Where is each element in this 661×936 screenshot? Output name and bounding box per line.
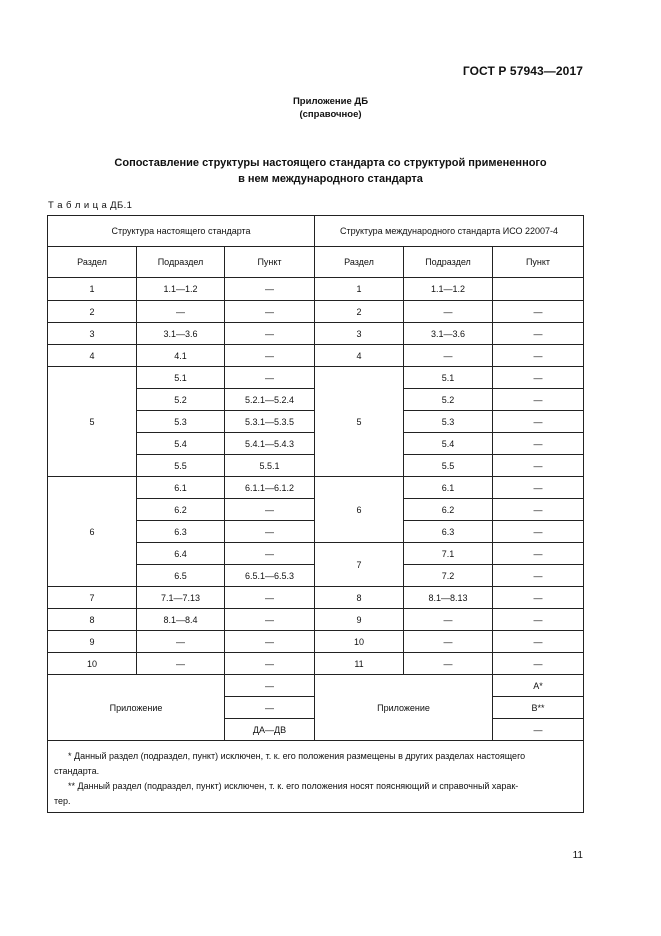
- cell: —: [404, 301, 493, 323]
- cell: —: [493, 389, 584, 411]
- cell: 8.1—8.4: [137, 609, 225, 631]
- cell: —: [225, 587, 315, 609]
- column-header: Раздел: [315, 247, 404, 278]
- cell: В**: [493, 697, 584, 719]
- cell: —: [493, 345, 584, 367]
- cell: А*: [493, 675, 584, 697]
- cell: —: [137, 301, 225, 323]
- cell: —: [493, 499, 584, 521]
- cell: 4: [315, 345, 404, 367]
- cell-section-merged: 6: [48, 477, 137, 587]
- cell: 6.3: [137, 521, 225, 543]
- table-row: [48, 367, 584, 389]
- table-row: [48, 653, 584, 675]
- cell: 7.1—7.13: [137, 587, 225, 609]
- cell: 6.1: [404, 477, 493, 499]
- cell: 1.1—1.2: [137, 278, 225, 301]
- cell: —: [137, 631, 225, 653]
- table-row: [48, 345, 584, 367]
- cell-section-merged: 5: [48, 367, 137, 477]
- cell: 5.3: [137, 411, 225, 433]
- annex-title: Приложение ДБ: [292, 96, 369, 107]
- cell: 6.2: [404, 499, 493, 521]
- cell: —: [225, 323, 315, 345]
- column-header: Подраздел: [137, 247, 225, 278]
- cell: 3: [48, 323, 137, 345]
- cell: 1: [48, 278, 137, 301]
- cell-appendix-label: Приложение: [48, 675, 225, 741]
- cell: 4: [48, 345, 137, 367]
- cell: —: [493, 367, 584, 389]
- cell: 5.5: [137, 455, 225, 477]
- cell: 6.5.1—6.5.3: [225, 565, 315, 587]
- cell: 7.1: [404, 543, 493, 565]
- table-footnotes: [48, 741, 584, 813]
- cell: —: [225, 301, 315, 323]
- cell: 7.2: [404, 565, 493, 587]
- cell: —: [137, 653, 225, 675]
- cell: 5.2: [137, 389, 225, 411]
- footnote-2: ** Данный раздел (подраздел, пункт) исключен, т. к. его положения носят поясняющий и справочный харак-: [68, 781, 519, 791]
- annex-heading: [0, 95, 661, 121]
- cell: —: [493, 565, 584, 587]
- cell: 3.1—3.6: [137, 323, 225, 345]
- cell: 1.1—1.2: [404, 278, 493, 301]
- table-row: [48, 609, 584, 631]
- column-header: Подраздел: [404, 247, 493, 278]
- cell: —: [493, 719, 584, 741]
- table-row: [48, 631, 584, 653]
- document-code: ГОСТ Р 57943—2017: [462, 64, 583, 78]
- table-column-header-row: [48, 247, 584, 278]
- cell: —: [493, 477, 584, 499]
- cell: 5.2.1—5.2.4: [225, 389, 315, 411]
- cell: 7: [48, 587, 137, 609]
- cell: 3: [315, 323, 404, 345]
- cell: —: [225, 543, 315, 565]
- cell: —: [493, 301, 584, 323]
- cell: 6.1.1—6.1.2: [225, 477, 315, 499]
- group-header-international: Структура международного стандарта ИСО 22007-4: [315, 216, 584, 247]
- cell: —: [225, 631, 315, 653]
- column-header: Пункт: [493, 247, 584, 278]
- cell: —: [493, 609, 584, 631]
- section-title: [0, 155, 661, 187]
- cell: —: [225, 345, 315, 367]
- cell: 6.4: [137, 543, 225, 565]
- cell: 8: [315, 587, 404, 609]
- cell: —: [404, 631, 493, 653]
- cell: 5.5: [404, 455, 493, 477]
- table-row: [48, 323, 584, 345]
- cell: 10: [315, 631, 404, 653]
- cell: —: [225, 367, 315, 389]
- cell: 5.5.1: [225, 455, 315, 477]
- table-group-header-row: [48, 216, 584, 247]
- cell: 9: [48, 631, 137, 653]
- column-header: Раздел: [48, 247, 137, 278]
- cell: —: [225, 521, 315, 543]
- structure-comparison-table: [47, 215, 584, 813]
- cell: 8.1—8.13: [404, 587, 493, 609]
- cell: —: [404, 653, 493, 675]
- cell: —: [225, 499, 315, 521]
- cell: —: [225, 278, 315, 301]
- cell: 4.1: [137, 345, 225, 367]
- section-title-line-2: в нем международного стандарта: [238, 173, 423, 185]
- cell: 6.5: [137, 565, 225, 587]
- cell: —: [493, 433, 584, 455]
- cell: 10: [48, 653, 137, 675]
- cell: —: [493, 411, 584, 433]
- cell: 11: [315, 653, 404, 675]
- cell: —: [493, 543, 584, 565]
- cell: 2: [48, 301, 137, 323]
- cell: —: [404, 345, 493, 367]
- table-row: [48, 587, 584, 609]
- cell-section-merged: 6: [315, 477, 404, 543]
- cell: —: [493, 521, 584, 543]
- cell: ДА—ДВ: [225, 719, 315, 741]
- table-row: [48, 477, 584, 499]
- cell: 5.4: [137, 433, 225, 455]
- cell-section-merged: 7: [315, 543, 404, 587]
- cell: 2: [315, 301, 404, 323]
- cell: 6.3: [404, 521, 493, 543]
- cell: —: [493, 455, 584, 477]
- cell: [493, 278, 584, 301]
- cell: 5.1: [404, 367, 493, 389]
- page-number: 11: [572, 850, 583, 861]
- cell: 6.1: [137, 477, 225, 499]
- section-title-line-1: Сопоставление структуры настоящего стандарта со структурой примененного: [114, 157, 547, 169]
- table-row-appendix: [48, 675, 584, 697]
- table-caption: Т а б л и ц а ДБ.1: [48, 200, 133, 211]
- cell: 3.1—3.6: [404, 323, 493, 345]
- cell: —: [493, 631, 584, 653]
- cell: —: [493, 587, 584, 609]
- group-header-national: Структура настоящего стандарта: [48, 216, 315, 247]
- cell: 5.3.1—5.3.5: [225, 411, 315, 433]
- cell: 5.1: [137, 367, 225, 389]
- cell: 9: [315, 609, 404, 631]
- cell: —: [493, 653, 584, 675]
- cell: —: [493, 323, 584, 345]
- cell: —: [225, 609, 315, 631]
- cell: 5.3: [404, 411, 493, 433]
- annex-subtitle: (справочное): [299, 109, 362, 120]
- cell: 1: [315, 278, 404, 301]
- column-header: Пункт: [225, 247, 315, 278]
- cell: 5.4.1—5.4.3: [225, 433, 315, 455]
- cell: —: [404, 609, 493, 631]
- cell: —: [225, 653, 315, 675]
- table-row: [48, 301, 584, 323]
- cell: 5.4: [404, 433, 493, 455]
- footnote-2-continuation: тер.: [54, 796, 71, 806]
- cell-appendix-label: Приложение: [315, 675, 493, 741]
- cell: 5.2: [404, 389, 493, 411]
- footnote-1-continuation: стандарта.: [54, 766, 100, 776]
- table-footnote-row: [48, 741, 584, 813]
- footnote-1: * Данный раздел (подраздел, пункт) исключен, т. к. его положения размещены в других разделах настоящего: [68, 751, 526, 761]
- cell: 6.2: [137, 499, 225, 521]
- cell: —: [225, 675, 315, 697]
- cell-section-merged: 5: [315, 367, 404, 477]
- cell: —: [225, 697, 315, 719]
- cell: 8: [48, 609, 137, 631]
- table-row: [48, 278, 584, 301]
